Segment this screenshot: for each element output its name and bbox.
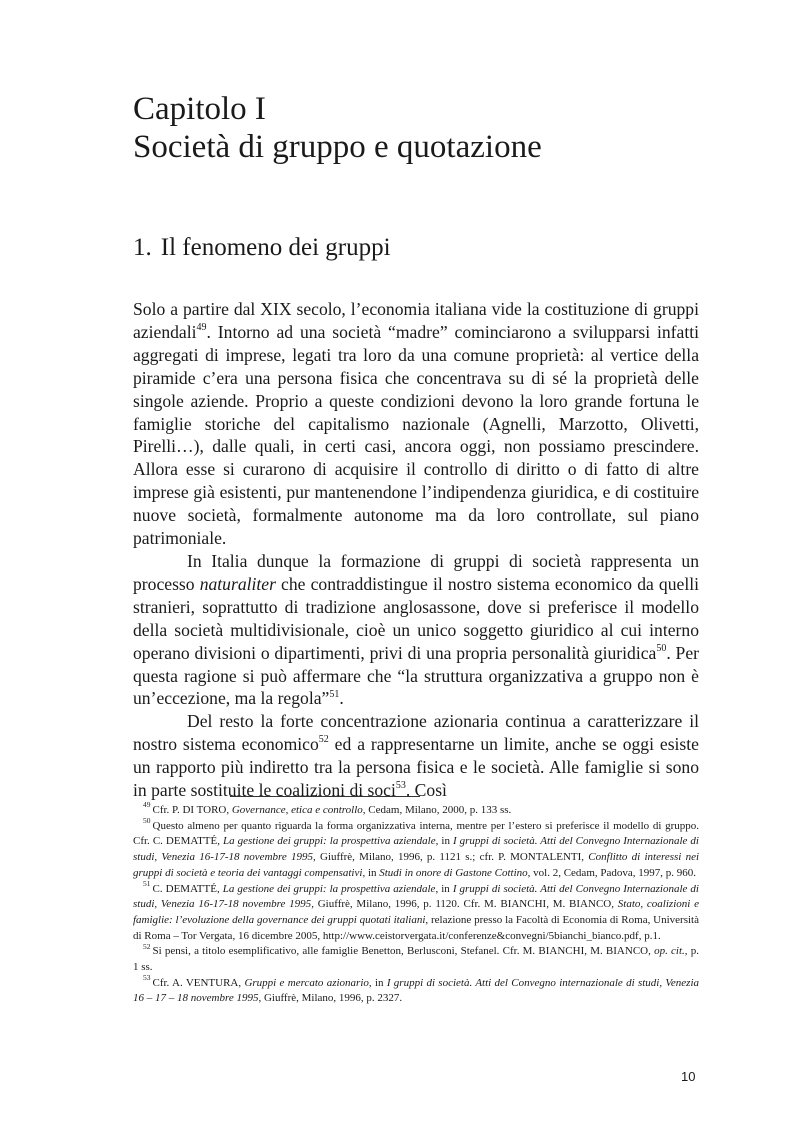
footnote-ref-51[interactable]: 51 bbox=[329, 688, 340, 700]
footnote-51: $^{51}$ C. DEMATTÉ, La gestione dei gruppi: la prospettiva aziendale, in I gruppi di società. Atti del Convegno Internazionale di studi, Venezia 16-17-18 novembre 1995, Giuffrè, Milano, 1996, p. 1120. Cfr. M. BIANCHI, M. BIANCO, Stato, coalizioni e famiglie: l’evoluzione della governance dei gruppi quotati italiani, relazione presso la Facoltà di Economia di Roma, Università di Roma – Tor Vergata, 16 dicembre 2005, http://www.ceistorvergata.it/conferenze&convegni/5bianchi_bianco.pdf, p.1. bbox=[133, 878, 699, 942]
chapter-number: Capitolo I bbox=[133, 91, 266, 127]
paragraph-3: Del resto la forte concentrazione azionaria continua a caratterizzare il nostro sistema economico$^{52}$ ed a rappresentarne un limite, anche se oggi esiste un rapporto più indiretto tra la persona fisica e le società. Alle famiglie si sono in parte sostituite le coalizioni di soci$^{53}$. Così bbox=[133, 711, 699, 801]
section-number: 1. bbox=[133, 234, 152, 261]
footnote-number: 52 bbox=[143, 941, 151, 951]
footnote-number: 53 bbox=[143, 973, 151, 983]
chapter-heading bbox=[133, 90, 542, 166]
paragraph-1: Solo a partire dal XIX secolo, l’economia italiana vide la costituzione di gruppi aziendali$^{49}$. Intorno ad una società “madre” cominciarono a svilupparsi infatti aggregati di imprese, legati tra loro da una comune proprietà: al vertice della piramide c’era una persona fisica che concentrava su di sé la proprietà delle singole aziende. Proprio a queste condizioni devono la loro grande fortuna le famiglie storiche del capitalismo nazionale (Agnelli, Marzotto, Olivetti, Pirelli…), dalle quali, in certi casi, ancora oggi, non possiamo prescindere. Allora esse si curarono di acquisire il controllo di diritto o di fatto di altre imprese già esistenti, pur mantenendone l’indipendenza giuridica, e di costituire nuove società, formalmente autonome ma da loro controllate, sul piano patrimoniale. bbox=[133, 299, 699, 549]
section-title: Il fenomeno dei gruppi bbox=[160, 234, 391, 261]
footnote-separator bbox=[230, 796, 420, 797]
footnote-ref-50[interactable]: 50 bbox=[656, 642, 667, 654]
footnote-ref-49[interactable]: 49 bbox=[196, 322, 207, 334]
footnote-52: $^{52}$ Si pensi, a titolo esemplificativo, alle famiglie Benetton, Berlusconi, Stefanel. Cfr. M. BIANCHI, M. BIANCO, op. cit., p. 1 ss. bbox=[133, 941, 700, 974]
footnotes bbox=[133, 800, 700, 1007]
chapter-title: Società di gruppo e quotazione bbox=[133, 129, 542, 165]
footnote-number: 49 bbox=[143, 800, 151, 810]
footnote-number: 50 bbox=[143, 816, 151, 826]
footnote-number: 51 bbox=[143, 878, 151, 888]
section-heading bbox=[133, 232, 391, 264]
page-number: 10 bbox=[681, 1069, 696, 1084]
body-text bbox=[133, 298, 699, 802]
footnote-49: $^{49}$ Cfr. P. DI TORO, Governance, etica e controllo, Cedam, Milano, 2000, p. 133 ss. bbox=[143, 800, 512, 816]
footnote-53: $^{53}$ Cfr. A. VENTURA, Gruppi e mercato azionario, in I gruppi di società. Atti del Convegno internazionale di studi, Venezia 16 – 17 – 18 novembre 1995, Giuffrè, Milano, 1996, p. 2327. bbox=[133, 973, 699, 1005]
footnote-ref-53[interactable]: 53 bbox=[395, 780, 406, 792]
footnote-50: $^{50}$ Questo almeno per quanto riguarda la forma organizzativa interna, mentre per l’estero si preferisce il modello di gruppo. Cfr. C. DEMATTÉ, La gestione dei gruppi: la prospettiva aziendale, in I gruppi di società. Atti del Convegno Internazionale di studi, Venezia 16-17-18 novembre 1995, Giuffrè, Milano, 1996, p. 1121 s.; cfr. P. MONTALENTI, Conflitto di interessi nei gruppi di società e teoria dei vantaggi compensativi, in Studi in onore di Gastone Cottino, vol. 2, Cedam, Padova, 1997, p. 960. bbox=[133, 816, 700, 879]
footnote-ref-52[interactable]: 52 bbox=[318, 734, 329, 746]
paragraph-2: In Italia dunque la formazione di gruppi di società rappresenta un processo naturaliter che contraddistingue il nostro sistema economico da quelli stranieri, soprattutto di tradizione anglosassone, dove si preferisce il modello della società multidivisionale, cioè un unico soggetto giuridico al cui interno operano divisioni o dipartimenti, privi di una propria personalità giuridica$^{50}$. Per questa ragione si può affermare che “la struttura organizzativa a gruppo non è un’eccezione, ma la regola”$^{51}$. bbox=[133, 550, 699, 709]
